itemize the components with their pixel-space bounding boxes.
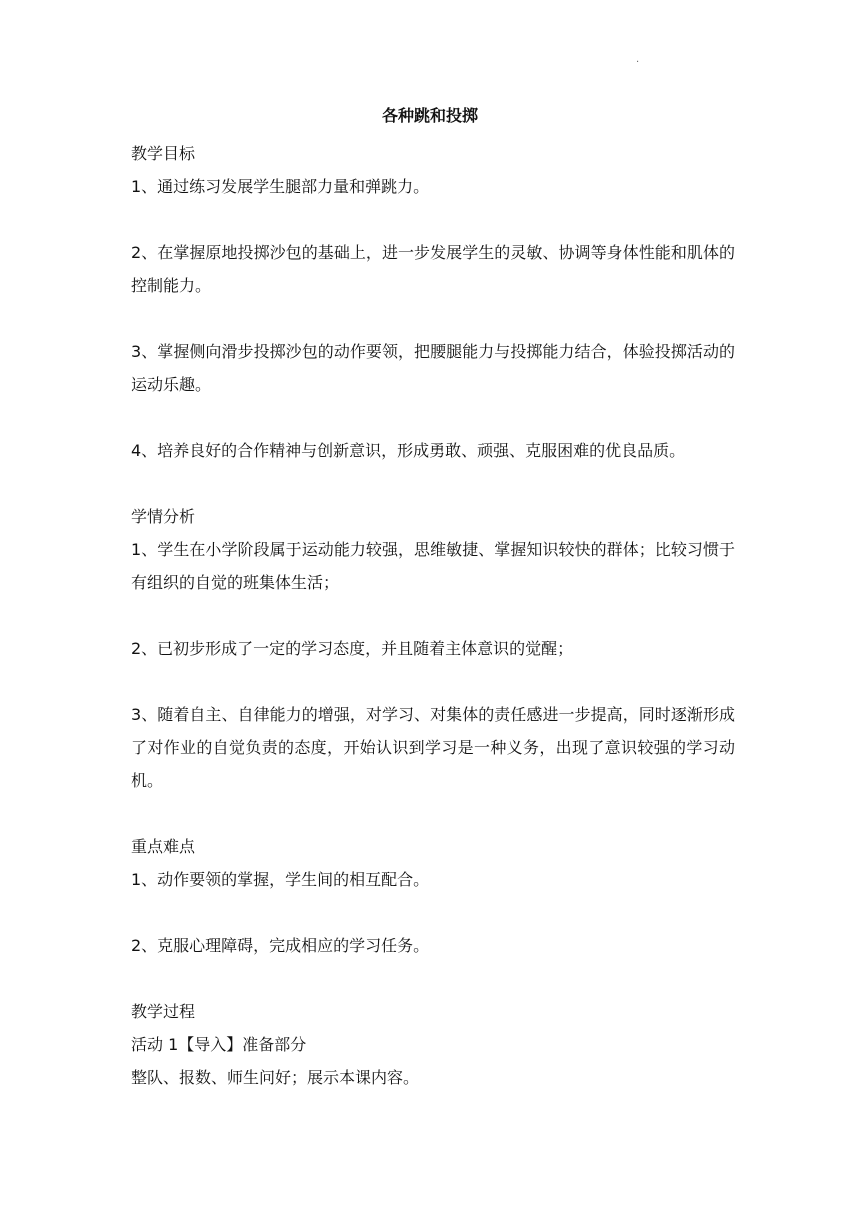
header-mark: · xyxy=(636,57,640,68)
section-heading-process: 教学过程 xyxy=(131,1002,196,1021)
objective-item-2: 2、在掌握原地投掷沙包的基础上，进一步发展学生的灵敏、协调等身体性能和肌体的控制能力。 xyxy=(131,243,735,295)
analysis-item-3: 3、随着自主、自律能力的增强，对学习、对集体的责任感进一步提高，同时逐渐形成了对作业的自觉负责的态度，开始认识到学习是一种义务，出现了意识较强的学习动机。 xyxy=(131,705,735,790)
key-point-item-1: 1、动作要领的掌握，学生间的相互配合。 xyxy=(131,870,430,889)
document-body xyxy=(131,137,735,1094)
objective-item-4: 4、培养良好的合作精神与创新意识，形成勇敢、顽强、克服困难的优良品质。 xyxy=(131,441,686,460)
section-heading-objectives: 教学目标 xyxy=(131,144,196,163)
analysis-item-2: 2、已初步形成了一定的学习态度，并且随着主体意识的觉醒； xyxy=(131,639,574,658)
section-heading-analysis: 学情分析 xyxy=(131,507,196,526)
objective-item-3: 3、掌握侧向滑步投掷沙包的动作要领，把腰腿能力与投掷能力结合，体验投掷活动的运动乐趣。 xyxy=(131,342,735,394)
process-detail: 整队、报数、师生问好；展示本课内容。 xyxy=(131,1068,420,1087)
process-activity: 活动 1【导入】准备部分 xyxy=(131,1035,307,1054)
analysis-item-1: 1、学生在小学阶段属于运动能力较强，思维敏捷、掌握知识较快的群体；比较习惯于有组织的自觉的班集体生活； xyxy=(131,540,735,592)
section-heading-key-points: 重点难点 xyxy=(131,837,196,856)
objective-item-1: 1、通过练习发展学生腿部力量和弹跳力。 xyxy=(131,177,430,196)
document-title: 各种跳和投掷 xyxy=(381,106,478,125)
key-point-item-2: 2、克服心理障碍，完成相应的学习任务。 xyxy=(131,936,430,955)
